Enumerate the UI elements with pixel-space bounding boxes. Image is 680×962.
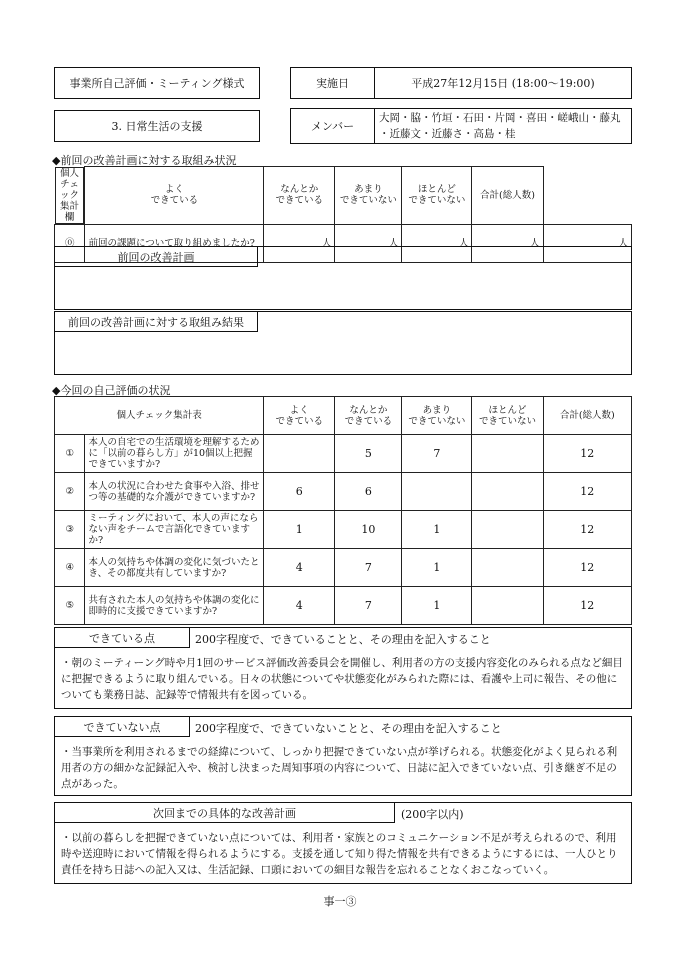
form-title: 事業所自己評価・ミーティング様式 bbox=[54, 67, 260, 99]
col-header: ほとんど できていない bbox=[472, 397, 543, 435]
col-header: あまり できていない bbox=[402, 397, 472, 435]
row-number: ③ bbox=[55, 511, 85, 549]
page-number: 事一③ bbox=[323, 895, 357, 908]
value-cell bbox=[472, 549, 543, 587]
total-cell: 12 bbox=[543, 435, 631, 473]
section-title: 3. 日常生活の支援 bbox=[54, 110, 260, 142]
table-row bbox=[55, 511, 632, 549]
current-table bbox=[54, 396, 632, 625]
good-points-box bbox=[54, 627, 632, 709]
unit-cell: 人 bbox=[264, 224, 335, 262]
value-cell: 1 bbox=[264, 511, 335, 549]
bad-points-instruction: 200字程度で、できていないことと、その理由を記入すること bbox=[195, 722, 502, 735]
col-header: よく できている bbox=[264, 397, 335, 435]
value-cell: 5 bbox=[335, 435, 402, 473]
good-points-instruction: 200字程度で、できていることと、その理由を記入すること bbox=[195, 633, 491, 646]
previous-plan-label: 前回の改善計画 bbox=[55, 247, 258, 267]
value-cell bbox=[472, 435, 543, 473]
improvement-plan-text: ・以前の暮らしを把握できていない点については、利用者・家族とのコミュニケーション不足が考えられるので、利用時や送迎時において情報を得られるようにする。支援を通して知り得た情報を共有できるようにするには、一人ひとり責任を持ち日誌への記入又は、生活記録、口頭においての細目な報告を忘れることなくおこなっていく。 bbox=[61, 832, 618, 876]
improvement-plan-label: 次回までの具体的な改善計画 bbox=[55, 803, 395, 823]
total-cell: 12 bbox=[543, 549, 631, 587]
table-row bbox=[55, 587, 632, 625]
improvement-plan-instruction: (200字以内) bbox=[401, 808, 464, 821]
table-row bbox=[55, 435, 632, 473]
row-question: 本人の自宅での生活環境を理解するために「以前の暮らし方」が10個以上把握できていますか? bbox=[85, 435, 264, 473]
value-cell: 7 bbox=[335, 587, 402, 625]
col-header: よく できている bbox=[85, 167, 264, 225]
row-number: ② bbox=[55, 473, 85, 511]
unit-cell: 人 bbox=[335, 224, 402, 262]
col-header: 合計(総人数) bbox=[543, 397, 631, 435]
row-question: 本人の状況に合わせた食事や入浴、排せつ等の基礎的な介護ができていますか? bbox=[85, 473, 264, 511]
total-cell: 12 bbox=[543, 587, 631, 625]
date-box bbox=[290, 67, 632, 99]
current-table-title: 個人チェック集計表 bbox=[55, 397, 264, 435]
value-cell: 6 bbox=[335, 473, 402, 511]
row-number: ⓪ bbox=[55, 224, 85, 262]
row-question: 共有された本人の気持ちや体調の変化に即時的に支援できていますか? bbox=[85, 587, 264, 625]
previous-heading: ◆前回の改善計画に対する取組み状況 bbox=[52, 154, 237, 167]
value-cell: 1 bbox=[402, 587, 472, 625]
unit-cell: 人 bbox=[472, 224, 543, 262]
col-header: 合計(総人数) bbox=[472, 167, 543, 225]
col-header: なんとか できている bbox=[335, 397, 402, 435]
value-cell: 6 bbox=[264, 473, 335, 511]
date-label: 実施日 bbox=[291, 68, 375, 98]
member-list bbox=[379, 110, 629, 142]
improvement-plan-box bbox=[54, 802, 632, 884]
value-cell: 7 bbox=[335, 549, 402, 587]
col-header: ほとんど できていない bbox=[402, 167, 472, 225]
value-cell bbox=[472, 511, 543, 549]
member-line-2: ・近藤文・近藤さ・高島・桂 bbox=[379, 128, 516, 140]
table-row bbox=[55, 473, 632, 511]
row-number: ④ bbox=[55, 549, 85, 587]
col-header: なんとか できている bbox=[264, 167, 335, 225]
good-points-label: できている点 bbox=[55, 628, 190, 648]
value-cell bbox=[264, 435, 335, 473]
date-value: 平成27年12月15日 (18:00〜19:00) bbox=[411, 77, 595, 90]
value-cell: 7 bbox=[402, 435, 472, 473]
member-label: メンバー bbox=[291, 109, 375, 143]
good-points-text: ・朝のミーティーング時や月1回のサービス評価改善委員会を開催し、利用者の方の支援内容変化のみられる点など細目に把握できるように取り組んでいる。日々の状態についてや状態変化がみられた際には、看護や上司に報告、その他についても業務日誌、記録等で情報共有を図っている。 bbox=[61, 657, 623, 701]
row-question: 前回の課題について取り組めましたか? bbox=[85, 224, 264, 262]
table-row bbox=[55, 549, 632, 587]
row-question: ミーティングにおいて、本人の声にならない声をチームで言語化できていますか? bbox=[85, 511, 264, 549]
previous-result-label: 前回の改善計画に対する取組み結果 bbox=[55, 312, 258, 332]
value-cell bbox=[472, 587, 543, 625]
value-cell: 1 bbox=[402, 511, 472, 549]
value-cell bbox=[402, 473, 472, 511]
previous-table-title: 個人チェック集計欄 bbox=[55, 167, 85, 224]
unit-cell: 人 bbox=[402, 224, 472, 262]
value-cell: 4 bbox=[264, 549, 335, 587]
unit-cell: 人 bbox=[543, 224, 631, 262]
bad-points-text: ・当事業所を利用されるまでの経緯について、しっかり把握できていない点が挙げられる。状態変化がよく見られる利用者の方の細かな記録記入や、検討し決まった周知事項の内容について、日誌に記入できていない点、引き継ぎ不足の点があった。 bbox=[61, 746, 618, 790]
value-cell bbox=[472, 473, 543, 511]
total-cell: 12 bbox=[543, 473, 631, 511]
row-question: 本人の気持ちや体調の変化に気づいたとき、その都度共有していますか? bbox=[85, 549, 264, 587]
bad-points-box bbox=[54, 716, 632, 796]
col-header: あまり できていない bbox=[335, 167, 402, 225]
value-cell: 10 bbox=[335, 511, 402, 549]
total-cell: 12 bbox=[543, 511, 631, 549]
previous-plan-box bbox=[54, 246, 632, 310]
bad-points-label: できていない点 bbox=[55, 717, 190, 737]
member-box bbox=[290, 108, 632, 144]
member-line-1: 大岡・脇・竹垣・石田・片岡・喜田・嵯峨山・藤丸 bbox=[379, 112, 621, 124]
previous-result-box bbox=[54, 311, 632, 375]
row-number: ① bbox=[55, 435, 85, 473]
value-cell: 4 bbox=[264, 587, 335, 625]
row-number: ⑤ bbox=[55, 587, 85, 625]
current-heading: ◆今回の自己評価の状況 bbox=[52, 384, 171, 397]
value-cell: 1 bbox=[402, 549, 472, 587]
